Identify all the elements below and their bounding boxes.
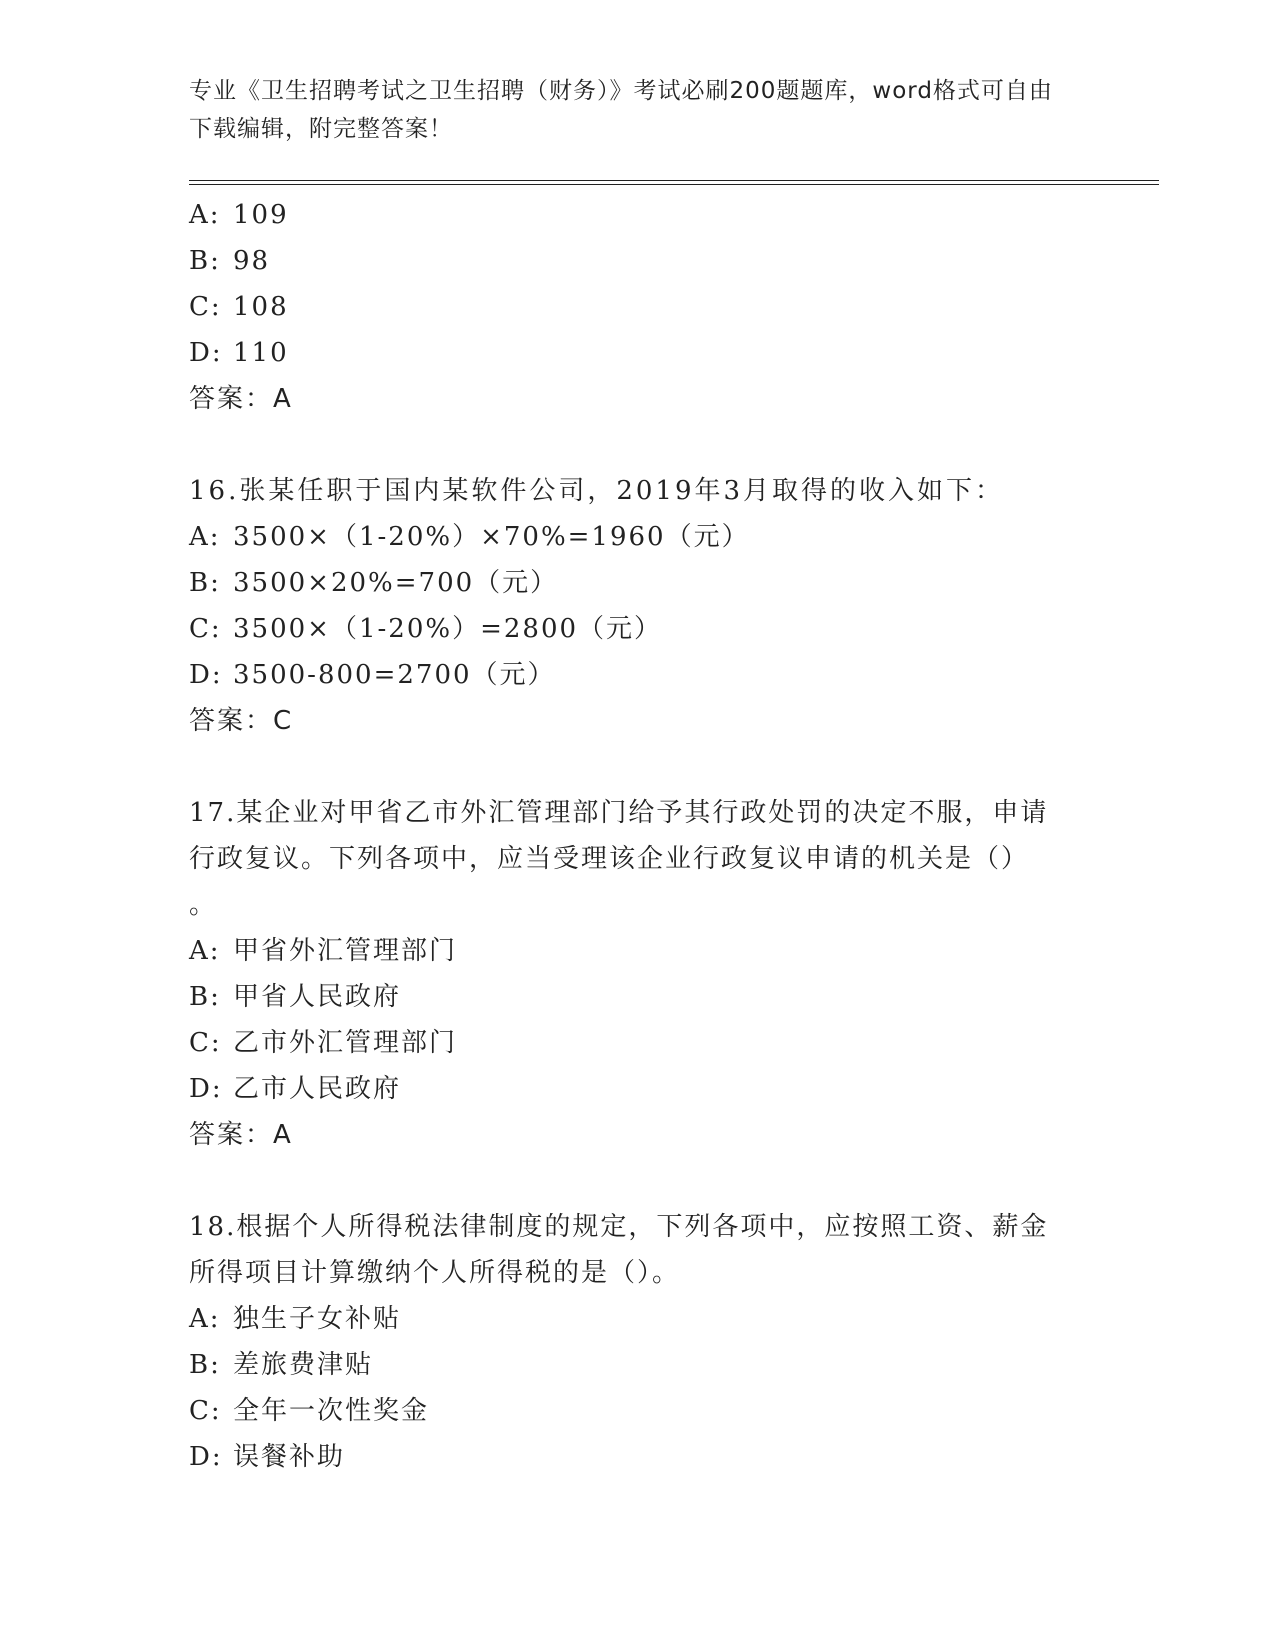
option-a	[189, 928, 1089, 974]
spacer	[189, 422, 1089, 468]
option-label: C:	[189, 1396, 222, 1426]
question-18	[189, 1204, 1089, 1480]
option-a	[189, 514, 1089, 560]
answer-line: 答案：A	[189, 1120, 293, 1150]
option-text: 甲省外汇管理部门	[233, 936, 458, 966]
option-b	[189, 560, 1089, 606]
option-label: D:	[189, 338, 223, 368]
option-text: 独生子女补贴	[233, 1304, 402, 1334]
question-stem-line-3: 。	[189, 890, 218, 920]
question-stem-line-2: 所得项目计算缴纳个人所得税的是（）。	[189, 1258, 681, 1288]
option-text: 108	[233, 292, 289, 322]
option-label: D:	[189, 1442, 223, 1472]
option-b	[189, 1342, 1089, 1388]
question-16	[189, 468, 1089, 744]
option-text: 全年一次性奖金	[233, 1396, 430, 1426]
header-divider-top	[189, 180, 1159, 181]
question-stem-line-1: 17.某企业对甲省乙市外汇管理部门给予其行政处罚的决定不服，申请	[189, 798, 1049, 828]
option-text: 误餐补助	[233, 1442, 346, 1472]
question-stem-line-1: 18.根据个人所得税法律制度的规定，下列各项中，应按照工资、薪金	[189, 1212, 1049, 1242]
option-text: 甲省人民政府	[233, 982, 402, 1012]
option-text: 3500×（1-20%）×70%=1960（元）	[233, 522, 750, 552]
answer-line: 答案：C	[189, 706, 294, 736]
question-list	[189, 192, 1089, 1480]
option-text: 98	[233, 246, 271, 276]
option-c	[189, 1020, 1089, 1066]
answer-line: 答案：A	[189, 384, 293, 414]
option-label: D:	[189, 1074, 223, 1104]
option-label: C:	[189, 614, 222, 644]
spacer	[189, 1158, 1089, 1204]
option-label: B:	[189, 246, 221, 276]
option-label: D:	[189, 660, 223, 690]
question-stem-line-2: 行政复议。下列各项中，应当受理该企业行政复议申请的机关是（）	[189, 844, 1030, 874]
option-label: B:	[189, 568, 221, 598]
option-text: 3500×20%=700（元）	[233, 568, 559, 598]
option-label: B:	[189, 1350, 221, 1380]
option-text: 110	[233, 338, 289, 368]
option-d	[189, 330, 1089, 376]
spacer	[189, 744, 1089, 790]
option-a	[189, 1296, 1089, 1342]
option-text: 3500×（1-20%）=2800（元）	[233, 614, 663, 644]
option-text: 乙市人民政府	[233, 1074, 402, 1104]
question-17	[189, 790, 1089, 1158]
option-label: A:	[189, 522, 221, 552]
option-b	[189, 974, 1089, 1020]
option-text: 乙市外汇管理部门	[233, 1028, 458, 1058]
option-label: A:	[189, 936, 221, 966]
option-c	[189, 284, 1089, 330]
option-text: 3500-800=2700（元）	[233, 660, 556, 690]
option-d	[189, 1066, 1089, 1112]
question-stem: 16.张某任职于国内某软件公司，2019年3月取得的收入如下：	[189, 476, 1005, 506]
option-label: C:	[189, 1028, 222, 1058]
option-a	[189, 192, 1089, 238]
option-label: A:	[189, 1304, 221, 1334]
option-c	[189, 1388, 1089, 1434]
option-text: 差旅费津贴	[233, 1350, 374, 1380]
option-c	[189, 606, 1089, 652]
option-text: 109	[233, 200, 289, 230]
option-label: C:	[189, 292, 222, 322]
option-d	[189, 1434, 1089, 1480]
header-divider-bottom	[189, 184, 1159, 185]
option-label: A:	[189, 200, 221, 230]
question-15	[189, 192, 1089, 422]
option-label: B:	[189, 982, 221, 1012]
option-b	[189, 238, 1089, 284]
document-header: 专业《卫生招聘考试之卫生招聘（财务）》考试必刷200题题库，word格式可自由下载编辑，附完整答案！	[189, 78, 1053, 142]
option-d	[189, 652, 1089, 698]
